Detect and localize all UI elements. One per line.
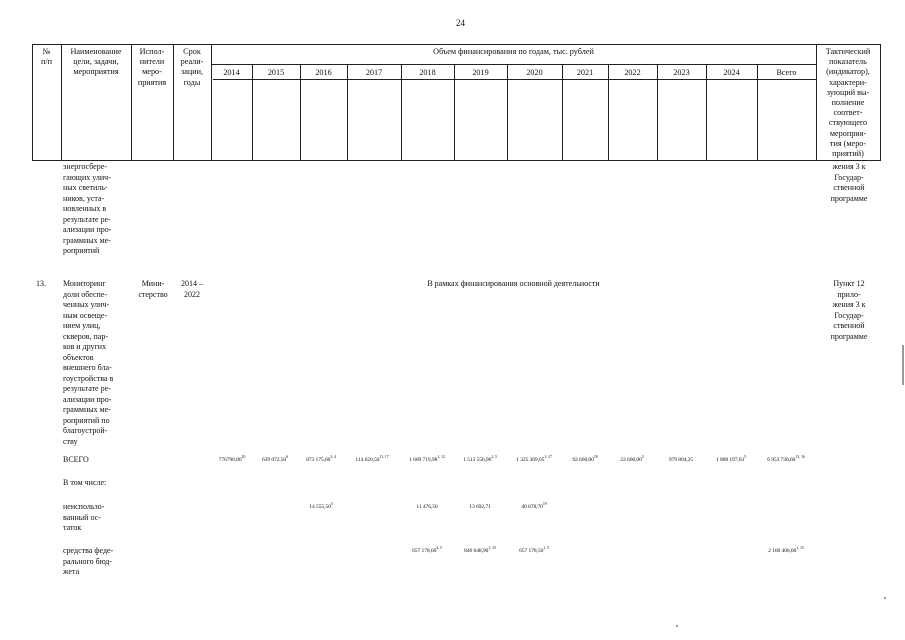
amount: 657 178,60 xyxy=(412,548,437,554)
federal-value-2018 xyxy=(412,545,442,554)
row-13-term: 2014 – 2022 xyxy=(181,279,203,299)
footnote-ref: 1, 15 xyxy=(488,545,496,551)
footnote-ref: 6 xyxy=(286,454,289,460)
col-header-funding: Объем финансирования по годам, тыс. рублей xyxy=(433,47,594,56)
footnote-ref: 1, 12 xyxy=(437,454,445,460)
total-value-2019 xyxy=(463,454,497,463)
amount: 639 072,50 xyxy=(261,457,287,463)
amount: 114 620,50 xyxy=(355,457,380,463)
year-header: 2017 xyxy=(365,68,383,77)
year-header: 2019 xyxy=(472,68,489,77)
amount: 22 660,00 xyxy=(620,457,642,463)
total-value-2022 xyxy=(620,454,644,463)
continuation-name: энергосбере- гающих улич- ных светиль- ников, уста- новленных в результате ре- ализации про- граммных ме- роприятий xyxy=(63,162,112,255)
footnote-ref: 1, 5 xyxy=(491,454,497,460)
total-value-2014 xyxy=(218,454,246,463)
footnote-ref: 18 xyxy=(593,454,598,460)
amount: 14 555,50 xyxy=(309,504,331,510)
unused-value-2018 xyxy=(416,504,437,510)
scan-artifact xyxy=(676,625,678,627)
total-value-Всего xyxy=(767,454,805,463)
col-header-executors: Испол- нители меро- приятия xyxy=(137,47,167,87)
footnote-ref: 1, 5 xyxy=(543,545,549,551)
amount: 6 953 736,60 xyxy=(767,457,796,463)
col-header-name: Наименование цели, задачи, мероприятия xyxy=(70,47,122,77)
footnote-ref: 1, 15 xyxy=(796,545,804,551)
year-header: 2020 xyxy=(526,68,543,77)
amount: 2 160 406,00 xyxy=(768,548,797,554)
continuation-indicator: жения 3 к Государ- ственной программе xyxy=(830,162,868,203)
total-value-2017 xyxy=(355,454,389,463)
year-header-total: Всего xyxy=(776,68,797,77)
row-13-funding-note: В рамках финансирования основной деятельности xyxy=(427,279,600,288)
amount: 846 048,90 xyxy=(464,548,489,554)
footnote-ref: 4, 5 xyxy=(436,545,442,551)
year-header: 2016 xyxy=(315,68,332,77)
amount: 1 669 719,98 xyxy=(409,457,438,463)
amount: 1 325 369,05 xyxy=(516,457,545,463)
amount: 92 660,00 xyxy=(572,457,594,463)
footnote-ref: 10 xyxy=(241,454,246,460)
year-header: 2024 xyxy=(723,68,740,77)
row-13-name: Мониторинг доли обеспе- ченных улич- ным освеще- нием улиц, скверов, пар- ков и других объектов внешнего бла- гоустройства в результате ре- ализации про- граммных ме- роприятий по благоустрой- ству xyxy=(63,279,114,446)
federal-value-2020 xyxy=(519,545,549,554)
footnote-ref: 11, 17 xyxy=(379,454,389,460)
total-value-2024 xyxy=(715,454,747,463)
unused-value-2020 xyxy=(521,501,547,510)
col-header-term: Срок реали- зации, годы xyxy=(180,47,204,87)
footnote-ref: 1, 17 xyxy=(544,454,552,460)
row-13-indicator: Пункт 12 прило- жения 3 к Государ- ственной программе xyxy=(830,279,868,341)
year-header: 2018 xyxy=(419,68,436,77)
footnote-ref: 5 xyxy=(330,501,333,507)
year-header: 2014 xyxy=(223,68,240,77)
unused-balance-label: неиспользо- ванный ос- таток xyxy=(63,502,105,532)
row-13-number: 13. xyxy=(36,279,46,288)
footnote-ref: 19 xyxy=(542,501,547,507)
federal-value-Всего xyxy=(768,545,804,554)
scan-artifact xyxy=(902,345,904,385)
federal-value-2019 xyxy=(464,545,496,554)
including-label: В том числе: xyxy=(63,478,107,487)
footnote-ref: 3, 4 xyxy=(330,454,336,460)
scan-artifact xyxy=(884,597,886,599)
amount: 979 804,25 xyxy=(668,457,694,463)
row-13-executor: Мини- стерство xyxy=(138,279,168,299)
total-value-2016 xyxy=(306,454,336,463)
year-header: 2021 xyxy=(576,68,594,77)
total-value-2020 xyxy=(516,454,552,463)
amount: 776790,80 xyxy=(218,457,242,463)
unused-value-2016 xyxy=(309,501,333,510)
amount: 11 476,50 xyxy=(416,504,438,510)
amount: 1 513 556,96 xyxy=(463,457,492,463)
page-number: 24 xyxy=(456,18,465,28)
col-header-indicator: Тактический показатель (индикатор), характери- зующий вы- полнение соответ- ствующего мероприя- тия (меро- приятий) xyxy=(825,47,871,159)
year-header: 2022 xyxy=(624,68,641,77)
footnote-ref: 13, 16 xyxy=(795,454,805,460)
col-header-number: № п/п xyxy=(40,47,53,67)
federal-budget-label: средства феде- рального бюд- жета xyxy=(63,546,114,576)
total-value-2018 xyxy=(409,454,445,463)
amount: 873 175,60 xyxy=(306,457,331,463)
footnote-ref: 5 xyxy=(641,454,644,460)
footnote-ref: 5 xyxy=(744,454,747,460)
year-header: 2023 xyxy=(673,68,690,77)
total-value-2023 xyxy=(669,457,693,463)
total-label: ВСЕГО xyxy=(63,455,89,464)
amount: 40 678,70 xyxy=(521,504,543,510)
unused-value-2019 xyxy=(469,504,490,510)
total-value-2015 xyxy=(261,454,289,463)
amount: 1 808 197,63 xyxy=(715,457,745,463)
total-value-2021 xyxy=(572,454,598,463)
year-header: 2015 xyxy=(267,68,285,77)
amount: 13 692,71 xyxy=(469,504,491,510)
amount: 657 178,50 xyxy=(519,548,544,554)
